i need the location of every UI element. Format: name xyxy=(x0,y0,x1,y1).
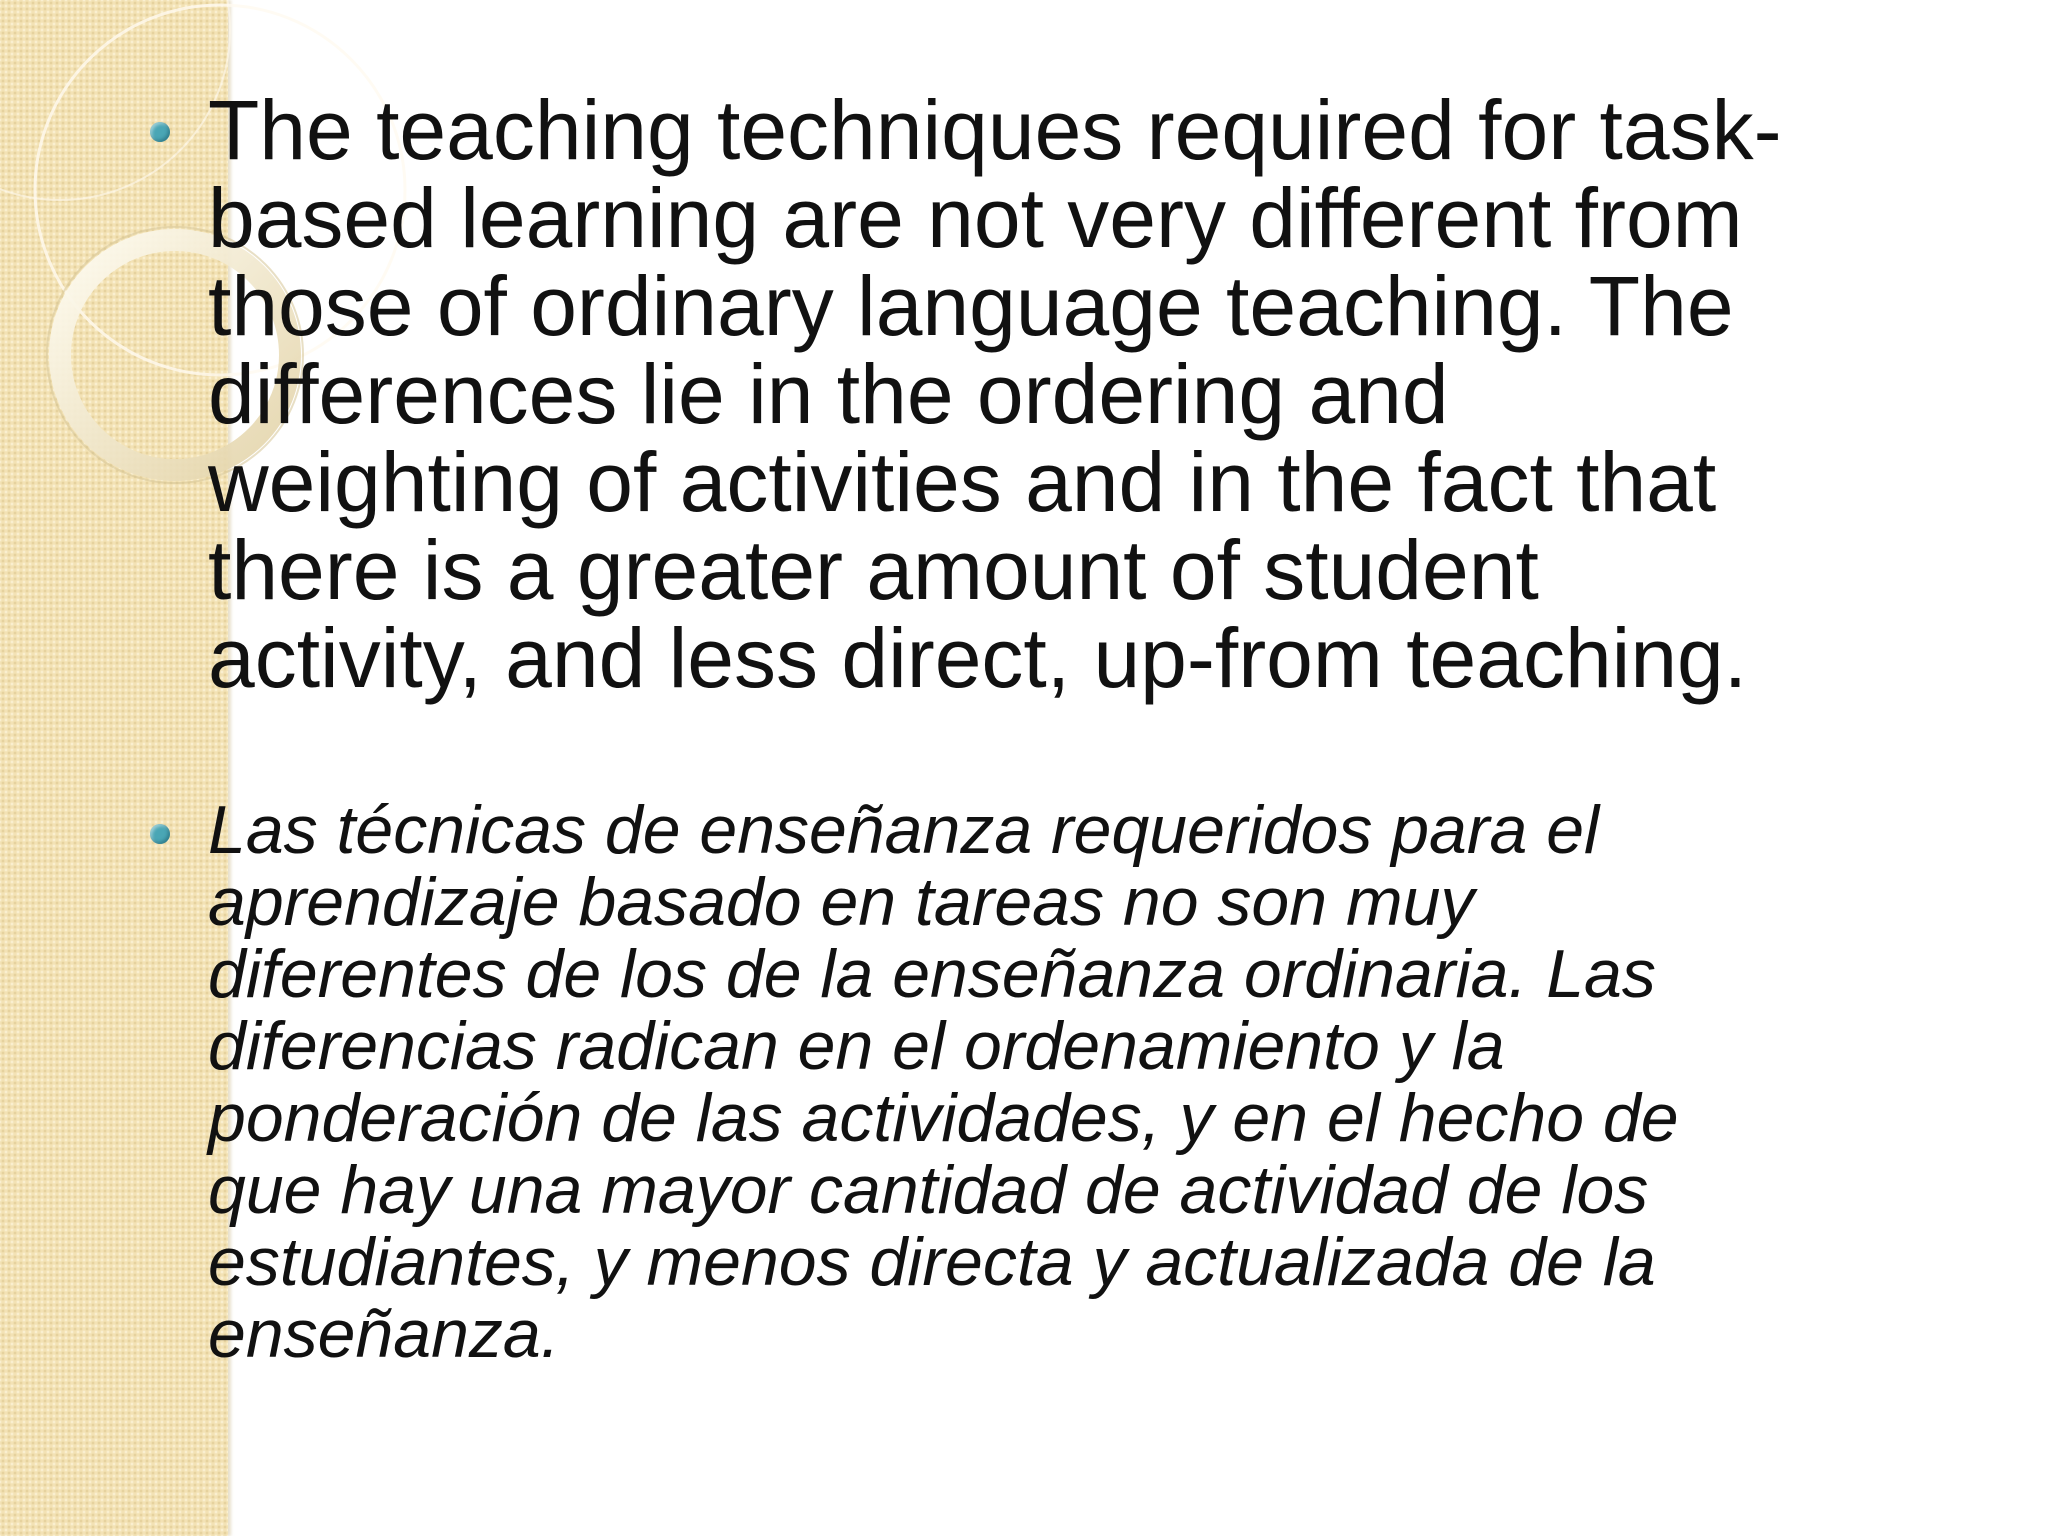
text-line: The teaching techniques required for task- xyxy=(208,83,1782,177)
text-line: differences lie in the ordering and xyxy=(208,347,1449,441)
text-line: Las técnicas de enseñanza requeridos para el xyxy=(208,792,1600,868)
bullet-dot-icon xyxy=(150,824,170,844)
bullet-item-english xyxy=(150,83,2048,705)
text-line: activity, and less direct, up-from teaching. xyxy=(208,611,1748,705)
text-line: those of ordinary language teaching. The xyxy=(208,259,1734,353)
text-line: estudiantes, y menos directa y actualizada de la xyxy=(208,1224,1656,1300)
text-line: enseñanza. xyxy=(208,1296,560,1372)
slide-content xyxy=(150,83,1950,1372)
text-line: weighting of activities and in the fact that xyxy=(208,435,1717,529)
text-line: based learning are not very different from xyxy=(208,171,1743,265)
text-line: diferentes de los de la enseñanza ordinaria. Las xyxy=(208,936,1656,1012)
text-line: ponderación de las actividades, y en el hecho de xyxy=(208,1080,1679,1156)
bullet-item-spanish xyxy=(150,794,1950,1370)
text-line: aprendizaje basado en tareas no son muy xyxy=(208,864,1475,940)
text-line: there is a greater amount of student xyxy=(208,523,1539,617)
text-line: que hay una mayor cantidad de actividad de los xyxy=(208,1152,1649,1228)
bullet-dot-icon xyxy=(150,122,170,142)
text-line: diferencias radican en el ordenamiento y la xyxy=(208,1008,1505,1084)
